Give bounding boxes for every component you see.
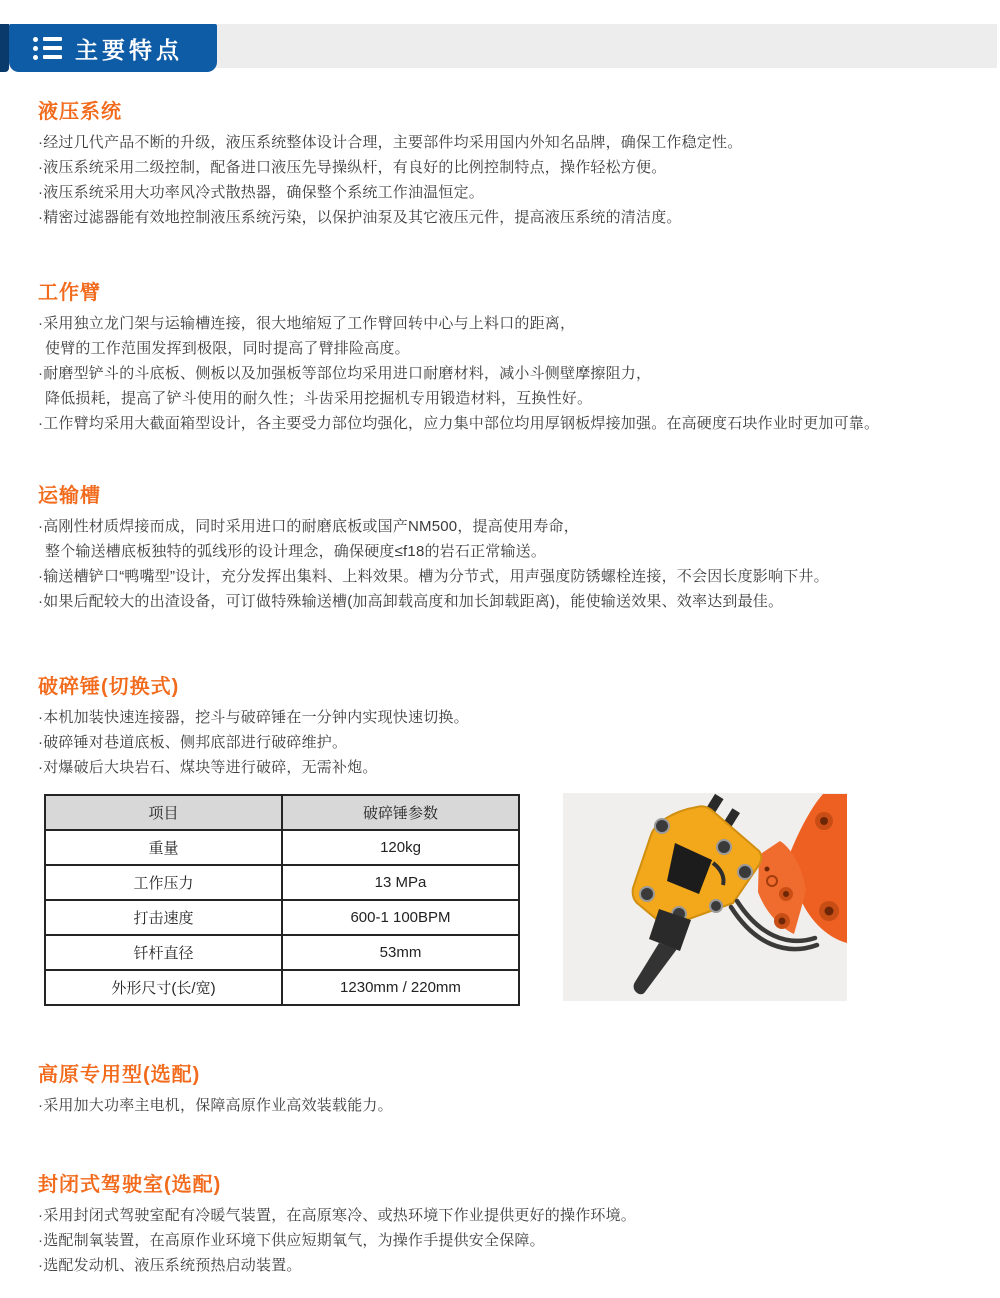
section-enclosed-cab bbox=[38, 1173, 636, 1278]
table-row bbox=[45, 970, 519, 1005]
section-heading: 运输槽 bbox=[38, 485, 101, 507]
breaker-photo bbox=[563, 793, 847, 1001]
section-heading: 高原专用型(选配) bbox=[38, 1064, 201, 1086]
feature-line: ·输送槽铲口“鸭嘴型”设计，充分发挥出集料、上料效果。槽为分节式，用声强度防锈螺栓连接，不会因长度影响下井。 bbox=[38, 568, 829, 585]
breaker-illustration bbox=[563, 793, 847, 1001]
param-name: 工作压力 bbox=[45, 865, 282, 900]
header-title-box bbox=[9, 24, 217, 72]
param-value: 53mm bbox=[282, 935, 519, 970]
feature-line: ·选配制氧装置，在高原作业环境下供应短期氧气，为操作手提供安全保障。 bbox=[38, 1232, 545, 1249]
section-plateau-type bbox=[38, 1063, 393, 1118]
section-breaker-hammer bbox=[38, 675, 469, 780]
table-row bbox=[45, 865, 519, 900]
param-value: 120kg bbox=[282, 830, 519, 865]
table-header-row bbox=[45, 795, 519, 830]
param-name: 打击速度 bbox=[45, 900, 282, 935]
param-value: 1230mm / 220mm bbox=[282, 970, 519, 1005]
page-title: 主要特点 bbox=[75, 36, 183, 63]
breaker-parameters-table bbox=[44, 794, 520, 1006]
list-icon bbox=[33, 37, 62, 60]
section-working-arm bbox=[38, 281, 879, 436]
feature-line: 使臂的工作范围发挥到极限，同时提高了臂排险高度。 bbox=[45, 340, 410, 357]
section-heading: 工作臂 bbox=[38, 282, 101, 304]
param-name: 钎杆直径 bbox=[45, 935, 282, 970]
feature-line: ·液压系统采用大功率风冷式散热器，确保整个系统工作油温恒定。 bbox=[38, 184, 484, 201]
section-hydraulic-system bbox=[38, 100, 742, 230]
feature-line: ·采用加大功率主电机，保障高原作业高效装载能力。 bbox=[38, 1097, 393, 1114]
table-header-item: 项目 bbox=[45, 795, 282, 830]
header-left-stripe bbox=[0, 24, 9, 72]
feature-line: ·破碎锤对巷道底板、侧邦底部进行破碎维护。 bbox=[38, 734, 348, 751]
table-header-value: 破碎锤参数 bbox=[282, 795, 519, 830]
feature-line: ·液压系统采用二级控制，配备进口液压先导操纵杆，有良好的比例控制特点，操作轻松方便。 bbox=[38, 159, 667, 176]
feature-line: ·工作臂均采用大截面箱型设计，各主要受力部位均强化，应力集中部位均用厚钢板焊接加强。在高硬度石块作业时更加可靠。 bbox=[38, 415, 880, 432]
feature-line: ·精密过滤器能有效地控制液压系统污染，以保护油泵及其它液压元件，提高液压系统的清洁度。 bbox=[38, 209, 682, 226]
section-transport-trough bbox=[38, 484, 829, 614]
param-name: 外形尺寸(长/宽) bbox=[45, 970, 282, 1005]
table-row bbox=[45, 935, 519, 970]
feature-line: ·如果后配较大的出渣设备，可订做特殊输送槽(加高卸载高度和加长卸载距离)，能使输送效果、效率达到最佳。 bbox=[38, 593, 784, 610]
section-heading: 液压系统 bbox=[38, 101, 122, 123]
feature-line: ·选配发动机、液压系统预热启动装置。 bbox=[38, 1257, 302, 1274]
feature-line: 整个输送槽底板独特的弧线形的设计理念，确保硬度≤f18的岩石正常输送。 bbox=[45, 543, 547, 560]
section-heading: 破碎锤(切换式) bbox=[38, 676, 180, 698]
param-value: 600-1 100BPM bbox=[282, 900, 519, 935]
param-name: 重量 bbox=[45, 830, 282, 865]
feature-line: ·采用封闭式驾驶室配有冷暖气装置，在高原寒冷、或热环境下作业提供更好的操作环境。 bbox=[38, 1207, 636, 1224]
feature-line: ·本机加装快速连接器，挖斗与破碎锤在一分钟内实现快速切换。 bbox=[38, 709, 469, 726]
table-row bbox=[45, 830, 519, 865]
feature-line: 降低损耗，提高了铲斗使用的耐久性；斗齿采用挖掘机专用锻造材料，互换性好。 bbox=[45, 390, 593, 407]
section-heading: 封闭式驾驶室(选配) bbox=[38, 1174, 222, 1196]
feature-line: ·经过几代产品不断的升级，液压系统整体设计合理，主要部件均采用国内外知名品牌，确保工作稳定性。 bbox=[38, 134, 743, 151]
table-row bbox=[45, 900, 519, 935]
feature-line: ·耐磨型铲斗的斗底板、侧板以及加强板等部位均采用进口耐磨材料，减小斗侧壁摩擦阻力， bbox=[38, 365, 652, 382]
param-value: 13 MPa bbox=[282, 865, 519, 900]
feature-line: ·高刚性材质焊接而成，同时采用进口的耐磨底板或国产NM500，提高使用寿命， bbox=[38, 518, 579, 535]
feature-line: ·对爆破后大块岩石、煤块等进行破碎，无需补炮。 bbox=[38, 759, 378, 776]
feature-line: ·采用独立龙门架与运输槽连接，很大地缩短了工作臂回转中心与上料口的距离， bbox=[38, 315, 576, 332]
page-header bbox=[0, 24, 1000, 72]
